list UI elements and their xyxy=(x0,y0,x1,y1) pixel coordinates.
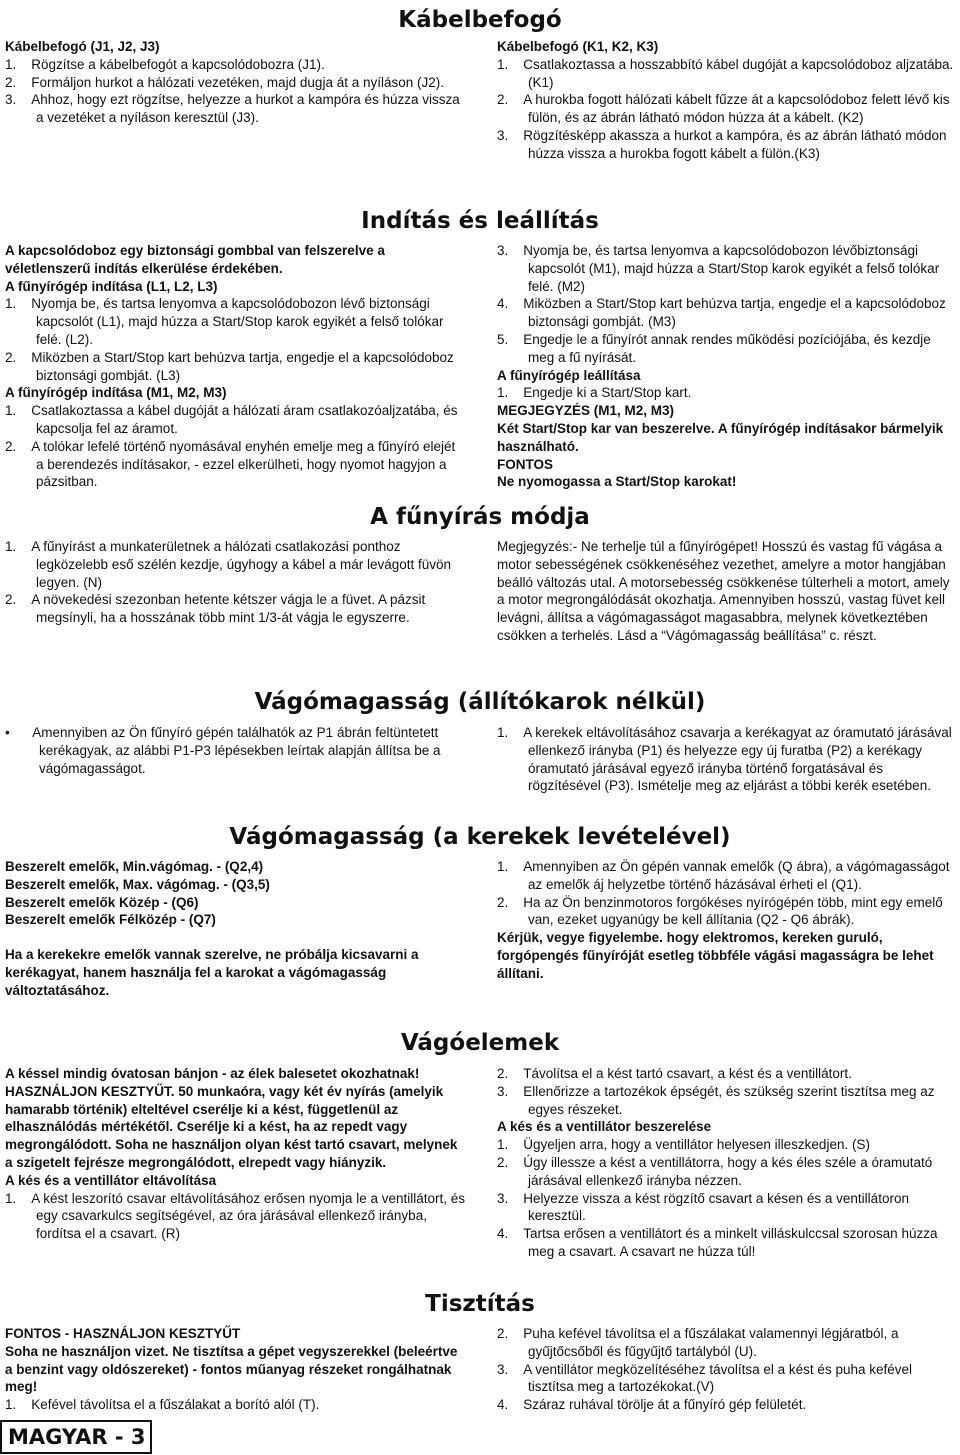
item-number: 4. xyxy=(497,296,509,312)
heading-vagomagassag-1: Vágómagasság (állítókarok nélkül) xyxy=(254,689,706,715)
item-number: 2. xyxy=(497,1066,509,1081)
item-number: 4. xyxy=(497,1226,509,1242)
item-number: 3. xyxy=(5,92,17,108)
setting-line: Beszerelt emelők, Max. vágómag. - (Q3,5) xyxy=(5,876,270,892)
inditas-right xyxy=(497,242,954,491)
important-text: Ne nyomogassa a Start/Stop karokat! xyxy=(497,474,737,490)
item-number: 4. xyxy=(497,1397,509,1413)
item-number: 2. xyxy=(497,92,509,108)
warning-text: Ha a kerekekre emelők vannak szerelve, ne próbálja kicsavarni a kerékagyat, hanem használja fel a karokat a vágómagasság változtatásához. xyxy=(5,947,419,998)
list-item: 1. Engedje ki a Start/Stop kart. xyxy=(497,385,692,401)
item-number: 5. xyxy=(497,331,509,347)
important-label: FONTOS xyxy=(497,456,554,472)
list-item: 2. Úgy illessze a kést a ventillátorra, hogy a kés éles széle a óramutató járásával ellenkező irányba nézzen. xyxy=(497,1154,933,1188)
item-number: 1. xyxy=(5,296,17,312)
list-item: • Amennyiben az Ön fűnyíró gépén találhatók az P1 ábrán feltüntetett kerékagyak, az alábbi P1-P3 lépésekben leírtak alapján állítsa be a vágómagasságot. xyxy=(5,725,441,776)
item-number: 1. xyxy=(497,56,509,72)
setting-line: Beszerelt emelők Közép - (Q6) xyxy=(5,894,199,910)
list-item: 1. Csatlakoztassa a hosszabbító kábel dugóját a kapcsolódoboz aljzatába. (K1) xyxy=(497,56,954,90)
item-number: 2. xyxy=(5,592,17,608)
list-item: 1. Csatlakoztassa a kábel dugóját a hálózati áram csatlakozóaljzatába, és kapcsolja fel az áramot. xyxy=(5,403,458,436)
vagomag2-left xyxy=(5,858,465,1000)
funyiras-right xyxy=(497,538,954,645)
list-item: 4. Miközben a Start/Stop kart behúzva tartja, engedje el a kapcsolódoboz biztonsági gombját. (M3) xyxy=(497,296,946,330)
list-item: 4. Tartsa erősen a ventillátort és a minkelt villáskulccsal szorosan húzza meg a csavart. A csavart ne húzza túl! xyxy=(497,1226,938,1259)
list-item: 2. A hurokba fogott hálózati kábelt fűzze át a kapcsolódoboz felett lévő kis fülön, és az ábrán látható módon húzza át a kábelt. (K2) xyxy=(497,92,950,126)
page-footer xyxy=(0,1420,152,1454)
list-item: 2. Miközben a Start/Stop kart behúzva tartja, engedje el a kapcsolódoboz biztonsági gombját. (L3) xyxy=(5,349,454,383)
list-item: 4. Száraz ruhával törölje át a fűnyíró gép felületét. xyxy=(497,1397,807,1413)
tisztitas-right xyxy=(497,1325,957,1414)
kabelbefogo-right xyxy=(497,38,954,163)
note-text: Két Start/Stop kar van beszerelve. A fűnyírógép indításakor bármelyik használható. xyxy=(497,420,944,454)
item-number: 2. xyxy=(497,1326,509,1341)
list-item: 2. Puha kefével távolítsa el a fűszálakat valamennyi légjáratból, a gyűjtőcsőből és fűgyűjtő tartályból (U). xyxy=(497,1326,899,1359)
list-item: 2. Formáljon hurkot a hálózati vezetéken, majd dugja át a nyíláson (J2). xyxy=(5,74,445,90)
list-item: 1. A kést leszorító csavar eltávolításához erősen nyomja le a ventillátort, és egy csavarkulcs segítségével, az óra járásával ellenkező irányba, fordítsa el a csavart. (R) xyxy=(5,1190,465,1242)
warning-text: Soha ne használjon vizet. Ne tisztítsa a gépet vegyszerekkel (beleértve a benzint vagy oldószereket) - fontos műanyag részeket rongálhatnak meg! xyxy=(5,1343,458,1395)
item-number: 2. xyxy=(5,74,17,90)
list-item: 2. A tolókar lefelé történő nyomásával enyhén emelje meg a fűnyíró elejét a berendezés indításakor, - ezzel elkerülheti, hogy nyomot hagyjon a pázsitban. xyxy=(5,438,456,490)
subtitle: A fűnyírógép indítása (L1, L2, L3) xyxy=(5,278,218,294)
subtitle: Kábelbefogó (J1, J2, J3) xyxy=(5,39,160,54)
item-number: 2. xyxy=(497,894,509,910)
heading-kabelbefogo: Kábelbefogó xyxy=(398,7,562,33)
list-item: 1. A kerekek eltávolításához csavarja a kerékagyat az óramutató járásával ellenkező irányba (P1) és helyezze egy új furatba (P2) a kerékagy óramutató járásával egyező irányba történő forgatásával és rögzítésével (P3). Ismételje meg az eljárást a többi kerék esetében. xyxy=(497,725,952,794)
list-item: 1. A fűnyírást a munkaterületnek a hálózati csatlakozási ponthoz legközelebb eső szélén kezdje, úgyhogy a kábel a már levágott füvön legyen. (N) xyxy=(5,539,452,590)
list-item: 1. Ügyeljen arra, hogy a ventillátor helyesen illeszkedjen. (S) xyxy=(497,1137,870,1153)
heading-funyiras: A fűnyírás módja xyxy=(370,504,590,530)
item-number: 3. xyxy=(497,243,509,258)
list-item: 2. Ha az Ön benzinmotoros forgókéses nyírógépén több, mint egy emelő van, ezeket ugyanúgy be kell állítania (Q2 - Q6 ábrák). xyxy=(497,894,943,928)
subtitle: A kés és a ventillátor eltávolítása xyxy=(5,1172,217,1188)
list-item: 1. Kefével távolítsa el a fűszálakat a borító alól (T). xyxy=(5,1397,320,1413)
list-item: 3. Ellenőrizze a tartozékok épségét, és szükség szerint tisztítsa meg az egyes részeket. xyxy=(497,1083,935,1117)
heading-vagoelemek: Vágóelemek xyxy=(400,1030,560,1056)
list-item: 1. Amennyiben az Ön gépén vannak emelők (Q ábra), a vágómagasságot az emelők áj helyzetbe történő házásával érheti el (Q1). xyxy=(497,859,950,892)
list-item: 1. Rögzítse a kábelbefogót a kapcsolódobozra (J1). xyxy=(5,56,325,72)
list-item: 2. Távolítsa el a kést tartó csavart, a kést és a ventillátort. xyxy=(497,1066,852,1081)
item-number: 2. xyxy=(497,1154,509,1170)
item-number: 1. xyxy=(497,385,509,401)
vagoelemek-right xyxy=(497,1065,957,1261)
item-number: 1. xyxy=(5,403,17,419)
item-number: 3. xyxy=(497,1083,509,1099)
funyiras-left xyxy=(5,538,465,627)
item-number: 2. xyxy=(5,438,17,454)
item-number: 2. xyxy=(5,349,17,365)
list-item: 3. Nyomja be, és tartsa lenyomva a kapcsolódobozon lévőbiztonsági kapcsolót (M1), majd húzza a Start/Stop karok egyikét a felső tolókar felé. (M2) xyxy=(497,243,940,294)
vagomag1-right xyxy=(497,724,957,795)
item-number: 1. xyxy=(497,725,509,740)
overload-note: Megjegyzés:- Ne terhelje túl a fűnyírógépet! Hosszú és vastag fű vágása a motor sebességének csökkenéséhez vezethet, amelyre a motor hangjában beálló változás utal. A motorsebesség csökkenése túlterheli a motort, amely a motor megrongálódását okozhatja. Amennyiben hosszú, vastag füvet kell levágni, állítsa a vágómagasságot magasabbra, melynek következtében csökken a terhelés. Lásd a “Vágómagasság beállítása” c. részt. xyxy=(497,539,950,643)
warning-text: A késsel mindig óvatosan bánjon - az élek balesetet okozhatnak! HASZNÁLJON KESZTYŰT. 50 munkaóra, vagy két év nyírás (amelyik hamarabb történik) elteltével cserélje ki a kést, függetlenül az elhasználódás mértékétől. Cserélje ki a kést, ha az repedt vagy megrongálódott. Soha ne használjon olyan kést tartó csavart, melynek a szigetelt fejrésze megrongálódott, elrepedt vagy hiányzik. xyxy=(5,1066,458,1170)
intro-text: A kapcsolódoboz egy biztonsági gombbal van felszerelve a véletlenszerű indítás elkerülése érdekében. xyxy=(5,243,385,276)
heading-vagomagassag-2: Vágómagasság (a kerekek levételével) xyxy=(229,824,731,850)
item-number: 1. xyxy=(5,1397,17,1413)
subtitle: A fűnyírógép leállítása xyxy=(497,367,641,383)
tisztitas-left xyxy=(5,1325,467,1414)
heading-tisztitas: Tisztítás xyxy=(425,1291,535,1317)
vagoelemek-left xyxy=(5,1065,467,1243)
vagomag2-right xyxy=(497,858,954,983)
kabelbefogo-left xyxy=(5,38,460,127)
item-number: 3. xyxy=(497,1361,509,1377)
list-item: 1. Nyomja be, és tartsa lenyomva a kapcsolódobozon lévő biztonsági kapcsolót (L1), majd húzza a Start/Stop karok egyikét a felső tolókar felé. (L2). xyxy=(5,296,444,347)
setting-line: Beszerelt emelők, Min.vágómag. - (Q2,4) xyxy=(5,859,264,874)
bullet-icon: • xyxy=(5,725,10,740)
item-number: 1. xyxy=(497,859,509,874)
page-label: MAGYAR - 3 xyxy=(8,1425,146,1449)
subtitle: A kés és a ventillátor beszerelése xyxy=(497,1119,712,1135)
list-item: 3. Rögzítésképp akassza a hurkot a kampóra, és az ábrán látható módon húzza vissza a hurokba fogott kábelt a fülön.(K3) xyxy=(497,127,947,161)
item-number: 3. xyxy=(497,127,509,143)
note-title: MEGJEGYZÉS (M1, M2, M3) xyxy=(497,403,675,419)
list-item: 3. Ahhoz, hogy ezt rögzítse, helyezze a hurkot a kampóra és húzza vissza a vezetéket a nyíláson keresztül (J3). xyxy=(5,92,460,126)
list-item: 3. Helyezze vissza a kést rögzítő csavart a késen és a ventillátoron keresztül. xyxy=(497,1190,909,1224)
item-number: 3. xyxy=(497,1190,509,1206)
item-number: 1. xyxy=(5,539,17,554)
list-item: 5. Engedje le a fűnyírót annak rendes működési pozíciójába, és kezdje meg a fű nyírását. xyxy=(497,331,931,365)
heading-inditas: Indítás és leállítás xyxy=(361,208,599,234)
item-number: 1. xyxy=(5,1190,17,1206)
vagomag1-left xyxy=(5,724,465,777)
important-label: FONTOS - HASZNÁLJON KESZTYŰT xyxy=(5,1326,241,1341)
item-number: 1. xyxy=(5,56,17,72)
list-item: 2. A növekedési szezonban hetente kétszer vágja le a füvet. A pázsit megsínyli, ha a hosszának több mint 1/3-át vágja le egyszerre. xyxy=(5,592,426,626)
item-number: 1. xyxy=(497,1137,509,1153)
inditas-left xyxy=(5,242,465,491)
setting-line: Beszerelt emelők Félközép - (Q7) xyxy=(5,912,216,928)
list-item: 3. A ventillátor megközelítéséhez távolítsa el a kést és puha kefével tisztítsa meg a tartozékokat.(V) xyxy=(497,1361,912,1395)
subtitle: Kábelbefogó (K1, K2, K3) xyxy=(497,39,659,54)
subtitle: A fűnyírógép indítása (M1, M2, M3) xyxy=(5,385,227,401)
note-text: Kérjük, vegye figyelembe. hogy elektromos, kereken guruló, forgópengés fűnyíróját esetleg többféle vágási magasságra be lehet állítani. xyxy=(497,930,934,981)
